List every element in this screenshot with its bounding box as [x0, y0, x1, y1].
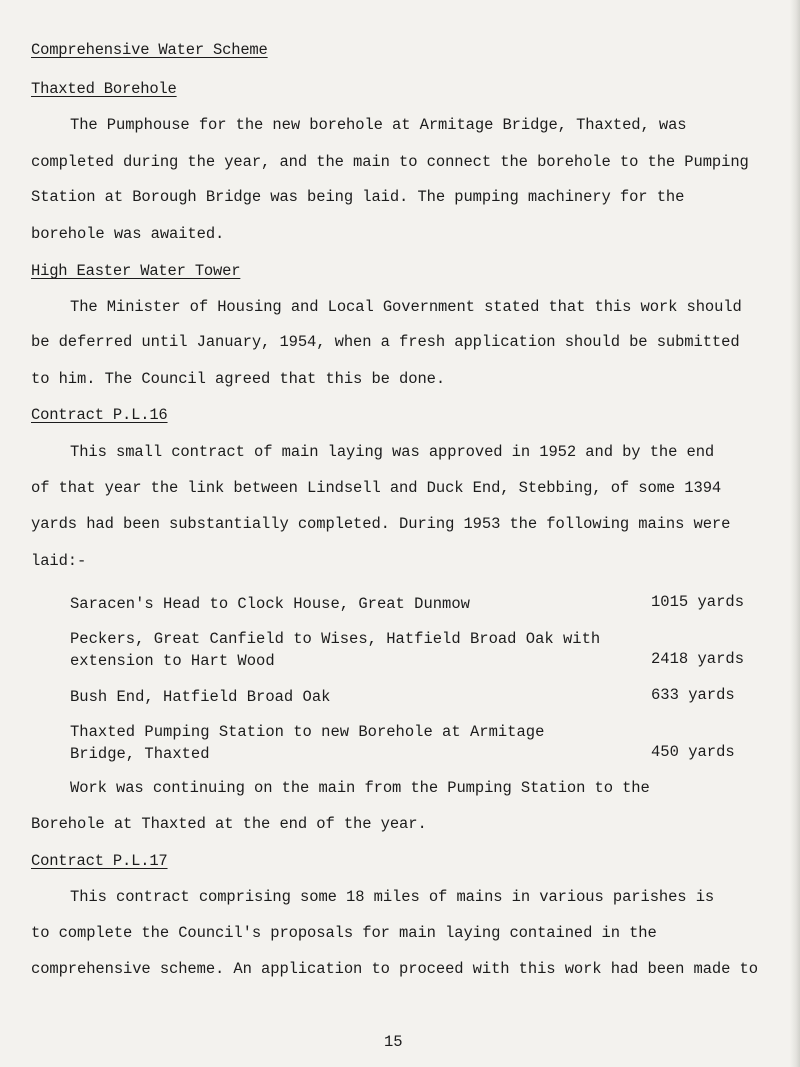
- section-heading-contract-pl16: Contract P.L.16: [31, 406, 168, 424]
- paragraph-line: This small contract of main laying was approved in 1952 and by the end: [70, 443, 715, 461]
- mains-list-route: Saracen's Head to Clock House, Great Dunmow: [70, 595, 470, 613]
- mains-list-length: 450 yards: [651, 743, 735, 761]
- paragraph-line: This contract comprising some 18 miles of mains in various parishes is: [70, 888, 715, 906]
- page-title: Comprehensive Water Scheme: [31, 41, 268, 59]
- page-number: 15: [384, 1033, 403, 1051]
- paragraph-line: completed during the year, and the main to connect the borehole to the Pumping: [31, 153, 749, 171]
- paragraph-line: comprehensive scheme. An application to proceed with this work had been made to: [31, 960, 758, 978]
- paragraph-line: to him. The Council agreed that this be done.: [31, 370, 446, 388]
- paragraph-line: The Minister of Housing and Local Government stated that this work should: [70, 298, 742, 316]
- mains-list-route: Thaxted Pumping Station to new Borehole at Armitage Bridge, Thaxted: [70, 723, 545, 763]
- section-heading-thaxted-borehole: Thaxted Borehole: [31, 80, 177, 98]
- paragraph-line: to complete the Council's proposals for main laying contained in the: [31, 924, 657, 942]
- section-heading-high-easter-water-tower: High Easter Water Tower: [31, 262, 241, 280]
- paragraph-line: laid:-: [31, 552, 87, 570]
- mains-list-length: 1015 yards: [651, 593, 745, 611]
- page-edge-shadow: [790, 0, 800, 1067]
- section-heading-contract-pl17: Contract P.L.17: [31, 852, 168, 870]
- paragraph-line: yards had been substantially completed. During 1953 the following mains were: [31, 515, 731, 533]
- mains-list-length: 633 yards: [651, 686, 735, 704]
- paragraph-line: borehole was awaited.: [31, 225, 225, 243]
- paragraph-line: Station at Borough Bridge was being laid. The pumping machinery for the: [31, 188, 685, 206]
- paragraph-line: be deferred until January, 1954, when a fresh application should be submitted: [31, 333, 740, 351]
- paragraph-line: Borehole at Thaxted at the end of the year.: [31, 815, 427, 833]
- mains-list-route: Peckers, Great Canfield to Wises, Hatfield Broad Oak with extension to Hart Wood: [70, 630, 601, 670]
- paragraph-line: The Pumphouse for the new borehole at Armitage Bridge, Thaxted, was: [70, 116, 687, 134]
- mains-list-length: 2418 yards: [651, 650, 745, 668]
- paragraph-line: of that year the link between Lindsell and Duck End, Stebbing, of some 1394: [31, 479, 722, 497]
- paragraph-line: Work was continuing on the main from the Pumping Station to the: [70, 779, 650, 797]
- mains-list-route: Bush End, Hatfield Broad Oak: [70, 688, 331, 706]
